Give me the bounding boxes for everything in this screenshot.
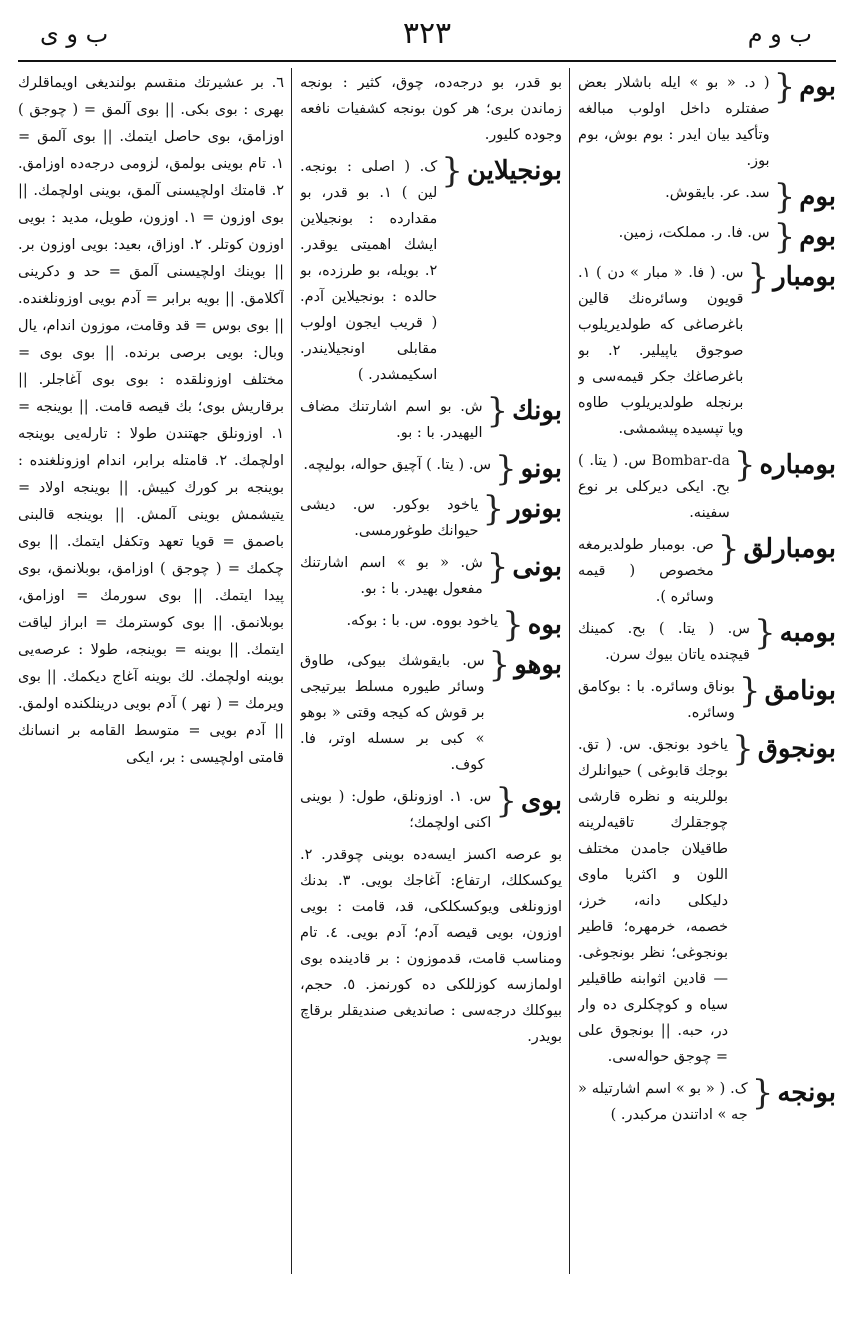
column-right (578, 70, 836, 1270)
headword: بوم (799, 72, 836, 102)
entry (578, 177, 836, 217)
definition: س. ١. اوزونلق، طول: ( بوینی اکنی اولچمك؛ (300, 789, 492, 831)
brace: { (486, 391, 509, 431)
definition: س. ( یتا. ) بح. کمینك قیچنده یاتان بیوك سرن. (578, 621, 750, 663)
brace: { (773, 177, 796, 217)
header-rule (18, 60, 836, 62)
brace: { (751, 1073, 774, 1113)
headword: بونك (512, 396, 562, 426)
column-divider-1 (569, 68, 570, 1274)
column-left (18, 70, 284, 1270)
dictionary-page (18, 12, 836, 1302)
column-middle (300, 70, 562, 1270)
brace: { (441, 151, 463, 191)
headword: بوى (520, 786, 562, 816)
brace: { (732, 729, 754, 769)
continuation-text: بو قدر، بو درجه‌ده، چوق، کثیر : بونجه زماندن بری؛ هر کون بونجه کشفیات نافعه وجوده کلیور. (300, 75, 562, 143)
definition: ش. بو اسم اشارتنك مضاف الیهیدر. با : بو. (300, 399, 483, 441)
brace: { (502, 605, 524, 645)
definition: س. فا. ر. مملکت، زمین. (618, 225, 770, 241)
definition: س. ( یتا. ) آچیق حواله، بولیچه. (303, 457, 492, 473)
entry (578, 217, 836, 257)
definition: ک. ( « بو » اسم اشارتیله « جه » اداتندن مرکبدر. ) (578, 1081, 748, 1123)
definition: س. بایقوشك بیوکی، طاوق وسائر طیوره مسلط بیرتیجی بر قوش که کیجه وقتی « بوهو » کبی بر سسله اوتر، فا. کوف. (300, 653, 485, 773)
entry (578, 613, 836, 668)
column-divider-2 (291, 68, 292, 1274)
entry (300, 781, 562, 836)
brace: { (733, 445, 756, 485)
continuation-text: بو عرصه اکسز ایسه‌ده بوینی چوقدر. ٢. یوکسکلك، ارتفاع: آغاجك بویی. ٣. بدنك اوزونلغی ویوکسکلکی، قد، قامت : بویی اوزون، بویی قیصه آدم؛ آدم بویی. ٤. تام ومناسب قامت، قدموزون : بر قادینده بوی اولمازسه کوزللکی ده کورنمز. ٥. حجم، بیوکلك درجه‌سی : صاندیغی صندیقلر برقاچ بویدر. (300, 847, 562, 1045)
definition-text: س. ( یتا. ) بح. ایکی دیرکلی بر نوع سفینه. (578, 453, 730, 521)
entry (300, 449, 562, 489)
entry (578, 445, 836, 526)
entry (300, 645, 562, 778)
definition: سد. عر. بایقوش. (665, 185, 770, 201)
headword: بوهو (514, 650, 562, 680)
running-head-left: ب و ى (40, 20, 109, 48)
entry (578, 671, 836, 726)
entry (578, 257, 836, 442)
brace: { (717, 529, 740, 569)
definition: ک. ( اصلی : بونجه. لین ) ١. بو قدر، بو مقدارده : بونجیلاین ایشك اهمیتی یوقدر. ٢. بویله، بو طرزده، بو حالده : بونجیلاین آدم. ( قریب ایجون اولوب مقابلی اونجیلایندر. اسکیمشدر. ) (300, 159, 438, 383)
definition: س. ( فا. « مبار » دن ) ١. قویون وسائره‌نك قالین باغرصاغی که طولدیریلوب صوجوق یاپیلیر. ٢. بو باغرصاغك جکر قیمه‌سی و برنجله طولدیریلوب طاوه ویا تپسیده پیشمشی. (578, 265, 744, 437)
brace: { (495, 781, 517, 821)
brace: { (773, 70, 796, 107)
entry (578, 529, 836, 610)
headword: بونجیلاین (466, 156, 562, 186)
brace: { (486, 547, 509, 587)
definition: ش. « بو » اسم اشارتنك مفعول بهیدر. با : بو. (300, 555, 483, 597)
brace: { (753, 613, 776, 653)
entry (578, 729, 836, 1070)
entry (300, 151, 562, 388)
headword: بوم (799, 222, 836, 252)
entry (578, 70, 836, 174)
continuation-text: ٦. بر عشیرتك منقسم بولندیغی اویماقلرك بهری : بوی بکی. || بوی آلمق = ( چوجق ) اوزامق، بوی حاصل ایتمك. || بوی آلمق = ١. تام بوینی بولمق، لزومی درجه‌ده اوزامق. ٢. قامتك اولچیسنی آلمق، بوینی اولچمك. || بوی اوزون = ١. اوزون، طویل، مدید : بویی اوزون کوتلر. ٢. اوزاق، بعید: بویی اوزون بر. || بوینك اولچیسنی آلمق = حد و دکرینی آکلامق. || بویه برابر = آدم بویی اوزونلغنده. || بوی بوس = قد وقامت، موزون اندام، یال وبال: بویی برصی برنده. || بوی بوی = مختلف اوزونلقده : بوی بوی آغاجلر. || برقاریش بوی؛ بك قیصه قامت. || بوینجه = ١. اوزونلق جهتندن طولا : تارله‌یی بوینجه اولچمك. ٢. قامتله برابر، اندام اوزونلغنده : بوینجه بر کورك کییش. || بوینجه اولاد = یتیشمش بوینی آلمش. || بوینجه قالبنی باصمق = قویا تعهد وتکفل ایتمك. || بوی چکمك = ( چوجق ) اوزامق، بوبلانمق، بوی پیدا ایتمك. || بوی سورمك = اوزامق، بوبلانمق. || بوی کوسترمك = ابراز لیاقت ایتمك. || بوینه = بوینجه، طولا : عرصه‌یی بوینه اولچمك. لك بوینه آغاج دیکمك. || بوی ویرمك = ( نهر ) آدم بویی درینلکنده اولمق. || آدم بویی = متوسط القامه بر انسانك قامتی اولچیسی : بر، ایکی (18, 75, 284, 766)
headword: بومباره (759, 450, 836, 480)
definition: یاخود بونجق. س. ( تق. بوجك قابوغی ) حیوانلرك بوللرینه و نظره قارشی چوجقلرك تاقیه‌لرینه طاقیلان جامدن مختلف اللون و اکثریا ماوی دلیکلی دانه، خرز، خصمه، خرمهره؛ قاطیر بونجوغی؛ نظر بونجوغی. — قادین اثوابنه طاقیلیر سیاه و کوچکلری ده وار در، حبه. || بونجوق علی = چوجق حواله‌سی. (578, 737, 729, 1065)
page-number: ٣٢٣ (402, 16, 452, 51)
headword: بونی (512, 552, 562, 582)
entry (300, 605, 562, 645)
definition: بوناق وسائره. با : بوکامق وسائره. (578, 679, 735, 721)
headword: بومبار (773, 262, 836, 292)
brace: { (747, 257, 770, 297)
entry (300, 547, 562, 602)
headword: بومبه (779, 618, 836, 648)
entry (300, 391, 562, 446)
definition: یاخود بوکور. س. دیشی حیوانك طوغورمسی. (300, 497, 479, 539)
brace: { (495, 449, 517, 489)
brace: { (773, 217, 796, 257)
running-head-right: ب و م (747, 20, 812, 48)
brace: { (482, 489, 505, 529)
headword: بونو (520, 454, 562, 484)
brace: { (738, 671, 761, 711)
headword: بومبارلق (743, 534, 836, 564)
latin-term: Bombar-da (651, 453, 730, 469)
entry (578, 1073, 836, 1128)
definition: ص. بومبار طولدیرمغه مخصوص ( قیمه وسائره ). (578, 537, 714, 605)
brace: { (488, 645, 511, 685)
headword: بونجه (777, 1078, 836, 1108)
definition: ( د. « بو » ایله باشلار بعض صفتلره داخل اولوب مبالغه وتأکید بیان ایدر : بوم بوش، بوم بوز. (578, 75, 770, 169)
headword: بونور (508, 494, 562, 524)
headword: بونامق (764, 676, 836, 706)
entry (300, 489, 562, 544)
headword: بوم (799, 182, 836, 212)
headword: بونجوق (757, 734, 836, 764)
definition (578, 448, 730, 526)
page-header (18, 12, 836, 58)
headword: بوه (527, 610, 562, 640)
definition: یاخود بووه. س. با : بوکه. (346, 613, 499, 629)
